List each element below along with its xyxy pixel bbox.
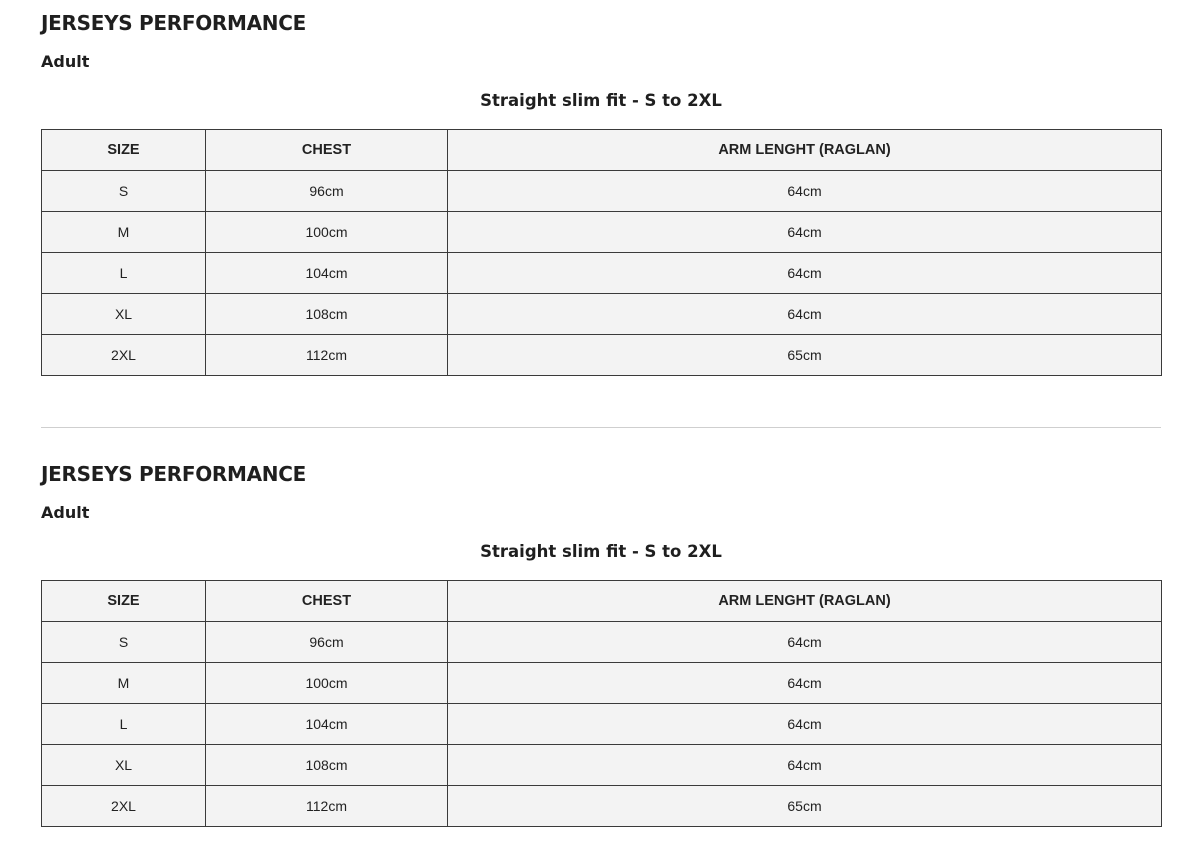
fit-caption: Straight slim fit - S to 2XL <box>480 91 722 110</box>
fit-caption: Straight slim fit - S to 2XL <box>480 542 722 561</box>
arm-length-cell: 64cm <box>448 704 1162 745</box>
chest-cell: 104cm <box>206 704 448 745</box>
table-row <box>42 171 1162 212</box>
size-cell: 2XL <box>42 786 206 827</box>
table-row <box>42 663 1162 704</box>
arm-length-cell: 64cm <box>448 622 1162 663</box>
size-cell: M <box>42 212 206 253</box>
section-title: JERSEYS PERFORMANCE <box>41 11 306 35</box>
column-header-arm-length: ARM LENGHT (RAGLAN) <box>448 130 1162 171</box>
table-header-row <box>42 130 1162 171</box>
column-header-chest: CHEST <box>206 130 448 171</box>
table-row <box>42 335 1162 376</box>
chest-cell: 100cm <box>206 212 448 253</box>
size-cell: XL <box>42 294 206 335</box>
table-row <box>42 704 1162 745</box>
size-cell: XL <box>42 745 206 786</box>
size-cell: L <box>42 253 206 294</box>
table-row <box>42 622 1162 663</box>
chest-cell: 96cm <box>206 622 448 663</box>
section-title: JERSEYS PERFORMANCE <box>41 462 306 486</box>
table-header-row <box>42 581 1162 622</box>
column-header-size: SIZE <box>42 581 206 622</box>
size-cell: S <box>42 622 206 663</box>
table-row <box>42 212 1162 253</box>
size-cell: L <box>42 704 206 745</box>
section-subtitle: Adult <box>41 52 90 71</box>
arm-length-cell: 64cm <box>448 171 1162 212</box>
size-cell: M <box>42 663 206 704</box>
table-row <box>42 745 1162 786</box>
size-cell: 2XL <box>42 335 206 376</box>
table-row <box>42 253 1162 294</box>
size-table <box>41 580 1162 827</box>
section-subtitle: Adult <box>41 503 90 522</box>
table-row <box>42 786 1162 827</box>
arm-length-cell: 65cm <box>448 786 1162 827</box>
arm-length-cell: 64cm <box>448 745 1162 786</box>
chest-cell: 100cm <box>206 663 448 704</box>
column-header-chest: CHEST <box>206 581 448 622</box>
chest-cell: 96cm <box>206 171 448 212</box>
arm-length-cell: 65cm <box>448 335 1162 376</box>
arm-length-cell: 64cm <box>448 294 1162 335</box>
chest-cell: 108cm <box>206 294 448 335</box>
arm-length-cell: 64cm <box>448 253 1162 294</box>
table-row <box>42 294 1162 335</box>
size-cell: S <box>42 171 206 212</box>
section-divider <box>41 427 1161 428</box>
chest-cell: 108cm <box>206 745 448 786</box>
chest-cell: 104cm <box>206 253 448 294</box>
chest-cell: 112cm <box>206 786 448 827</box>
column-header-size: SIZE <box>42 130 206 171</box>
column-header-arm-length: ARM LENGHT (RAGLAN) <box>448 581 1162 622</box>
arm-length-cell: 64cm <box>448 663 1162 704</box>
chest-cell: 112cm <box>206 335 448 376</box>
size-table <box>41 129 1162 376</box>
arm-length-cell: 64cm <box>448 212 1162 253</box>
